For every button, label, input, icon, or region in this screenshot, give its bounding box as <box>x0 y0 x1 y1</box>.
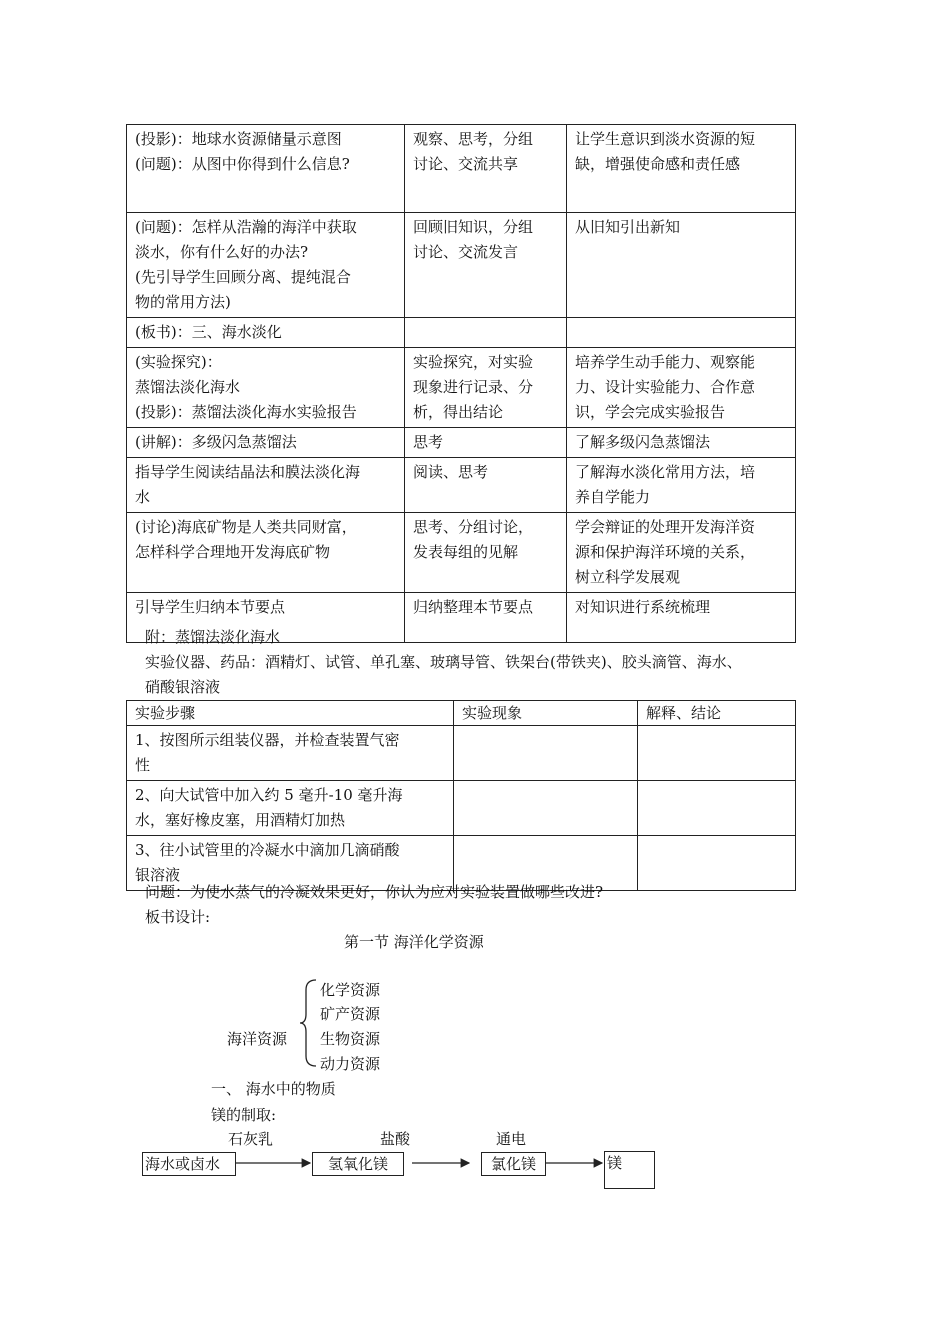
cell-line: 缺，增强使命感和责任感 <box>575 155 741 173</box>
cell-line: 观察、思考，分组 <box>413 130 534 148</box>
cell-line: 树立科学发展观 <box>575 568 681 586</box>
cell-line: 让学生意识到淡水资源的短 <box>575 130 756 148</box>
cell-line: 现象进行记录、分 <box>413 378 534 396</box>
branch-chemical: 化学资源 <box>320 981 381 999</box>
cell-line: 学会辩证的处理开发海洋资 <box>575 518 756 536</box>
cell-line: 力、设计实验能力、合作意 <box>575 378 756 396</box>
branch-power: 动力资源 <box>320 1055 381 1073</box>
flow-node-seawater: 海水或卤水 <box>142 1152 236 1176</box>
cell-line: (实验探究)： <box>135 353 222 371</box>
cell-line: 性 <box>135 756 151 774</box>
header-phenomenon: 实验现象 <box>454 701 638 726</box>
cell-line: 1、按图所示组装仪器，并检查装置气密 <box>135 731 400 749</box>
materials-line-2: 硝酸银溶液 <box>145 678 221 696</box>
board-root: 海洋资源 <box>227 1030 288 1048</box>
cell-line: 了解海水淡化常用方法，培 <box>575 463 756 481</box>
cell-line: 发表每组的见解 <box>413 543 519 561</box>
header-steps: 实验步骤 <box>127 701 454 726</box>
cell-line: 水，塞好橡皮塞，用酒精灯加热 <box>135 811 346 829</box>
cell-line: 实验探究，对实验 <box>413 353 534 371</box>
branch-mineral: 矿产资源 <box>320 1005 381 1023</box>
cell-line: 银溶液 <box>135 866 181 884</box>
cell-line: 蒸馏法淡化海水 <box>135 378 241 396</box>
cell-line: 对知识进行系统梳理 <box>575 598 711 616</box>
cell-line: 水 <box>135 488 151 506</box>
board-section: 一、 海水中的物质 <box>211 1080 336 1098</box>
cell-line: (问题)：从图中你得到什么信息? <box>135 155 350 173</box>
cell-line: (投影)：蒸馏法淡化海水实验报告 <box>135 403 357 421</box>
cell-line: 3、往小试管里的冷凝水中滴加几滴硝酸 <box>135 841 400 859</box>
cell-line: 指导学生阅读结晶法和膜法淡化海 <box>135 463 361 481</box>
cell-line: 从旧知引出新知 <box>575 218 681 236</box>
cell-line: 养自学能力 <box>575 488 651 506</box>
cell-line: (讨论)海底矿物是人类共同财富， <box>135 518 357 536</box>
header-conclusion: 解释、结论 <box>638 701 796 726</box>
cell-line: 2、向大试管中加入约 5 毫升-10 毫升海 <box>135 786 403 804</box>
cell-line: 思考 <box>413 433 444 451</box>
cell-line: (问题)：怎样从浩瀚的海洋中获取 <box>135 218 357 236</box>
board-sub: 镁的制取: <box>211 1106 277 1124</box>
cell-line: 引导学生归纳本节要点 <box>135 598 286 616</box>
flow-label-electric: 通电 <box>496 1130 527 1148</box>
cell-line: (板书)：三、海水淡化 <box>135 323 282 341</box>
cell-line: 识，学会完成实验报告 <box>575 403 726 421</box>
cell-line: 物的常用方法) <box>135 293 231 311</box>
branch-biological: 生物资源 <box>320 1030 381 1048</box>
cell-line: 源和保护海洋环境的关系， <box>575 543 756 561</box>
cell-line: 阅读、思考 <box>413 463 489 481</box>
materials-line-1: 实验仪器、药品：酒精灯、试管、单孔塞、玻璃导管、铁架台(带铁夹)、胶头滴管、海水、 <box>145 653 742 671</box>
cell-line: 讨论、交流发言 <box>413 243 519 261</box>
cell-line: 培养学生动手能力、观察能 <box>575 353 756 371</box>
cell-line: 讨论、交流共享 <box>413 155 519 173</box>
appendix-title: 附：蒸馏法淡化海水 <box>145 628 281 646</box>
board-label: 板书设计: <box>145 908 211 926</box>
flow-node-mg-chloride: 氯化镁 <box>481 1152 546 1176</box>
cell-line: 回顾旧知识，分组 <box>413 218 534 236</box>
board-title: 第一节 海洋化学资源 <box>344 933 484 951</box>
cell-line: 了解多级闪急蒸馏法 <box>575 433 711 451</box>
flow-node-mg-hydroxide: 氢氧化镁 <box>312 1152 404 1176</box>
cell-line: 思考、分组讨论， <box>413 518 534 536</box>
flow-node-magnesium: 镁 <box>604 1151 655 1189</box>
cell-line: 淡水，你有什么好的办法? <box>135 243 309 261</box>
flow-label-lime: 石灰乳 <box>228 1130 274 1148</box>
flow-label-hcl: 盐酸 <box>380 1130 411 1148</box>
cell-line: 析，得出结论 <box>413 403 504 421</box>
cell-line: (讲解)：多级闪急蒸馏法 <box>135 433 297 451</box>
question-text: 问题：为使水蒸气的冷凝效果更好，你认为应对实验装置做哪些改进? <box>145 883 604 901</box>
cell-line: 归纳整理本节要点 <box>413 598 534 616</box>
cell-line: (投影)：地球水资源储量示意图 <box>135 130 342 148</box>
cell-line: 怎样科学合理地开发海底矿物 <box>135 543 331 561</box>
cell-line: (先引导学生回顾分离、提纯混合 <box>135 268 351 286</box>
